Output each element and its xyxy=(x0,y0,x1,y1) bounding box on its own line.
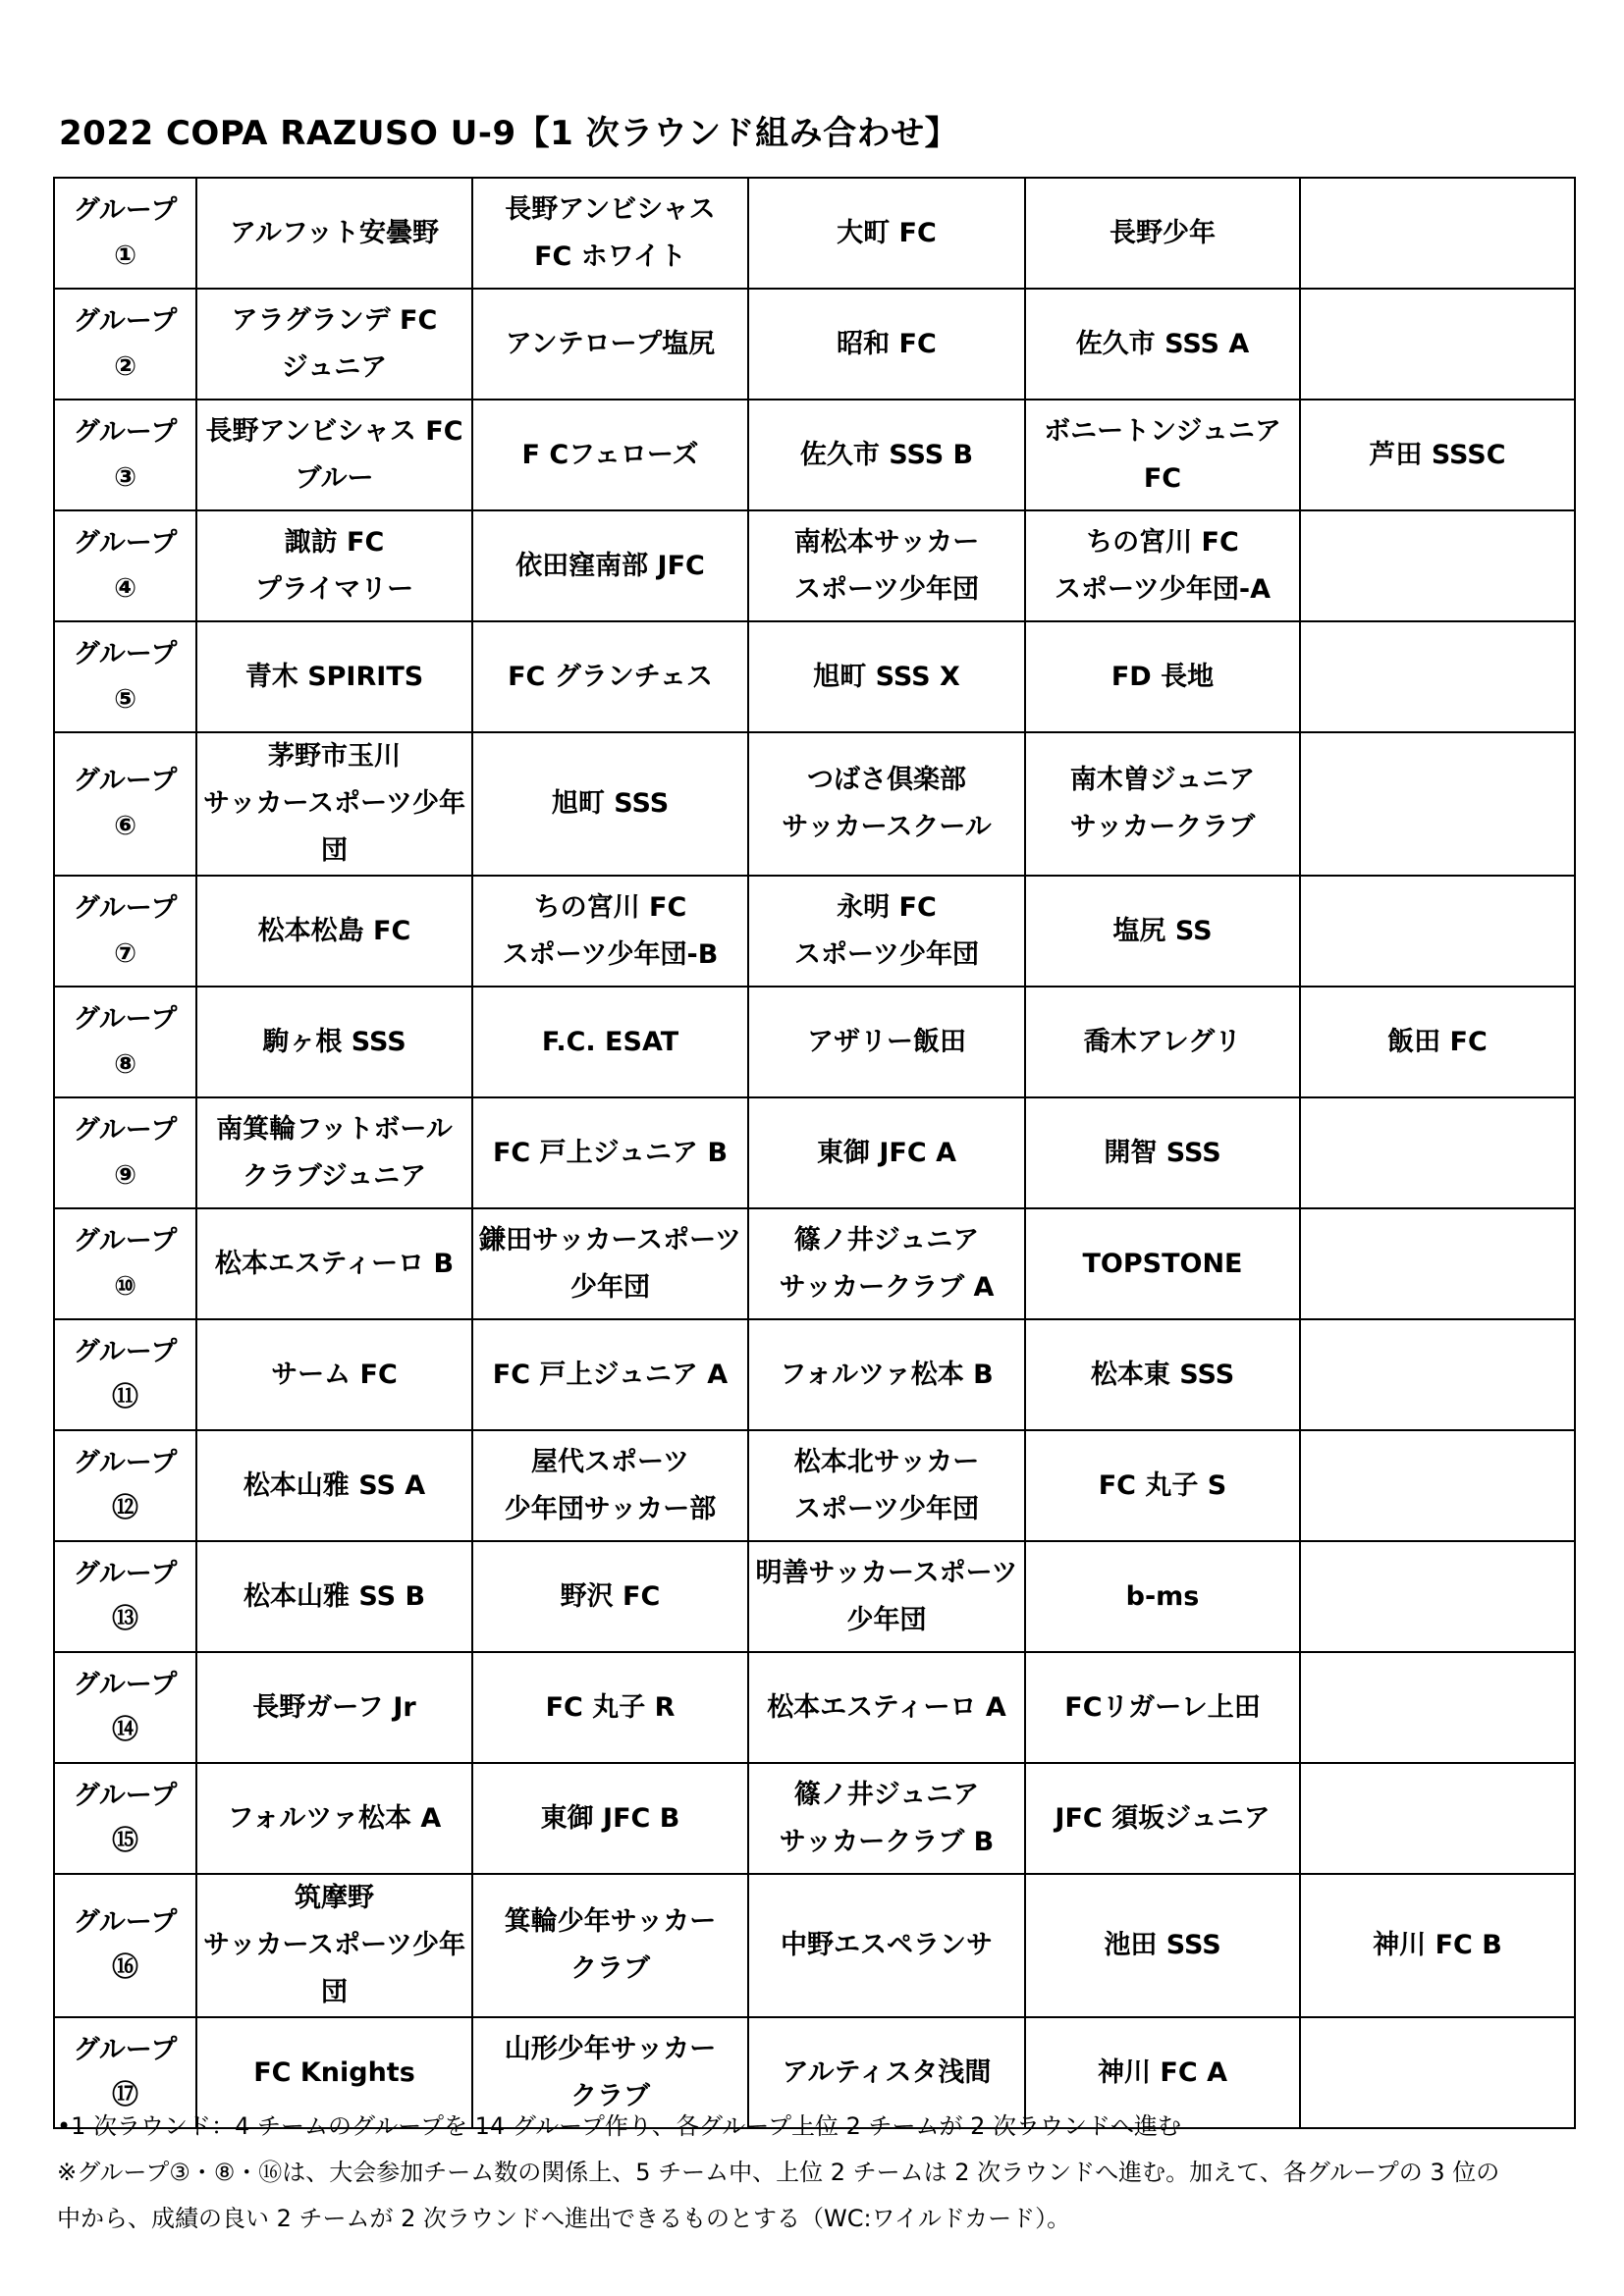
team-name-line: 鎌田サッカースポーツ xyxy=(478,1224,742,1255)
team-name-line: サッカースクール xyxy=(782,812,992,842)
team-name-line: クラブ xyxy=(570,2080,650,2111)
team-name-line: ちの宮川 FC xyxy=(1086,526,1239,558)
team-cell xyxy=(196,510,472,621)
team-cell xyxy=(196,621,472,732)
group-label-cell xyxy=(54,1874,196,2017)
team-cell xyxy=(196,987,472,1097)
team-name-line: 松本北サッカー xyxy=(793,1446,980,1477)
team-name-line: ちの宮川 FC xyxy=(533,891,687,923)
team-name-line: 中野エスペランサ xyxy=(781,1930,993,1960)
team-name-line: 筑摩野 xyxy=(295,1883,374,1913)
table-row xyxy=(54,510,1575,621)
team-cell xyxy=(196,1208,472,1319)
team-cell xyxy=(1025,732,1300,876)
team-cell xyxy=(1300,1763,1575,1874)
team-name-line: アンテロープ塩尻 xyxy=(505,328,716,359)
team-name-line: F Cフェローズ xyxy=(521,439,699,470)
table-row xyxy=(54,1874,1575,2017)
group-number: ⑤ xyxy=(114,683,136,715)
group-number: ⑧ xyxy=(114,1048,136,1080)
table-row xyxy=(54,400,1575,510)
team-name-line: クラブ xyxy=(570,1953,650,1984)
team-cell xyxy=(748,1208,1025,1319)
team-name-line: サッカークラブ A xyxy=(779,1271,995,1303)
team-cell xyxy=(748,621,1025,732)
team-cell xyxy=(196,1763,472,1874)
team-cell xyxy=(1300,510,1575,621)
team-name-line: アラグランデ FC xyxy=(231,304,438,336)
team-cell xyxy=(1300,1319,1575,1430)
team-name-line: 永明 FC xyxy=(837,891,937,923)
team-name-line: FC 丸子 R xyxy=(545,1691,676,1723)
table-row xyxy=(54,732,1575,876)
team-cell xyxy=(748,987,1025,1097)
team-name-line: 長野少年 xyxy=(1110,217,1216,248)
team-name-line: FD 長地 xyxy=(1110,661,1215,692)
team-name-line: 神川 FC A xyxy=(1098,2056,1227,2088)
team-name-line: F.C. ESAT xyxy=(541,1026,679,1057)
group-number: ⑫ xyxy=(112,1492,138,1523)
team-cell xyxy=(472,876,748,987)
team-cell xyxy=(472,1874,748,2017)
group-label: グループ xyxy=(73,1225,178,1256)
team-cell xyxy=(748,289,1025,400)
team-name-line: 喬木アレグリ xyxy=(1083,1026,1242,1057)
team-name-line: アザリー飯田 xyxy=(807,1026,966,1057)
team-name-line: サッカースポーツ少年団 xyxy=(202,1930,466,2007)
team-cell xyxy=(1025,876,1300,987)
team-name-line: 箕輪少年サッカー xyxy=(504,1906,717,1937)
table-row xyxy=(54,1541,1575,1652)
group-label: グループ xyxy=(73,2034,178,2065)
team-cell xyxy=(1025,1430,1300,1541)
team-name-line: つばさ倶楽部 xyxy=(807,765,966,795)
note-line: 中から、成績の良い 2 チームが 2 次ラウンドへ進出できるものとする（WC:ワイルドカード）。 xyxy=(57,2205,1071,2232)
team-name-line: 南木曽ジュニア xyxy=(1069,765,1256,795)
group-label: グループ xyxy=(73,1003,178,1035)
team-name-line: 篠ノ井ジュニア xyxy=(793,1224,980,1255)
group-label: グループ xyxy=(73,1780,178,1811)
team-cell xyxy=(472,987,748,1097)
team-cell xyxy=(472,510,748,621)
team-name-line: 松本東 SSS xyxy=(1090,1359,1235,1390)
team-cell xyxy=(748,876,1025,987)
team-cell xyxy=(1025,289,1300,400)
team-name-line: 松本山雅 SS A xyxy=(243,1469,426,1501)
team-name-line: アルティスタ浅間 xyxy=(782,2056,992,2088)
team-name-line: スポーツ少年団-A xyxy=(1054,573,1272,605)
team-name-line: 昭和 FC xyxy=(837,328,937,359)
group-label-cell xyxy=(54,1097,196,1208)
group-label: グループ xyxy=(73,194,178,226)
team-name-line: 依田窪南部 JFC xyxy=(515,550,705,581)
team-name-line: b-ms xyxy=(1125,1580,1200,1612)
team-cell xyxy=(1025,1541,1300,1652)
team-name-line: 芦田 SSSC xyxy=(1369,439,1506,470)
group-label-cell xyxy=(54,289,196,400)
group-label: グループ xyxy=(73,1447,178,1478)
team-cell xyxy=(196,1430,472,1541)
team-name-line: 塩尻 SS xyxy=(1112,915,1213,946)
team-cell xyxy=(1025,1652,1300,1763)
group-number: ⑮ xyxy=(112,1825,138,1856)
team-name-line: スポーツ少年団-B xyxy=(502,938,719,970)
team-cell xyxy=(1300,1430,1575,1541)
team-name-line: FC xyxy=(1143,462,1182,494)
table-row xyxy=(54,289,1575,400)
team-name-line: 飯田 FC xyxy=(1387,1026,1488,1057)
group-label-cell xyxy=(54,987,196,1097)
group-number: ⑦ xyxy=(114,937,136,969)
team-name-line: ジュニア xyxy=(281,351,388,383)
team-name-line: FC 戸上ジュニア A xyxy=(492,1359,729,1390)
team-name-line: サッカースポーツ少年団 xyxy=(202,788,466,866)
team-name-line: FC 丸子 S xyxy=(1098,1469,1227,1501)
team-name-line: ボニートンジュニア xyxy=(1044,415,1281,447)
team-cell xyxy=(1025,178,1300,289)
team-name-line: 少年団 xyxy=(570,1271,650,1303)
team-name-line: 野沢 FC xyxy=(560,1580,661,1612)
group-label: グループ xyxy=(73,1907,178,1938)
group-table xyxy=(53,177,1576,2129)
group-label: グループ xyxy=(73,1558,178,1589)
team-cell xyxy=(196,289,472,400)
team-name-line: スポーツ少年団 xyxy=(794,938,979,970)
table-row xyxy=(54,1652,1575,1763)
table-row xyxy=(54,178,1575,289)
team-cell xyxy=(748,1430,1025,1541)
team-cell xyxy=(196,400,472,510)
team-cell xyxy=(472,1319,748,1430)
team-cell xyxy=(748,1097,1025,1208)
team-cell xyxy=(748,400,1025,510)
team-name-line: 東御 JFC A xyxy=(816,1137,956,1168)
group-label-cell xyxy=(54,876,196,987)
team-name-line: フォルツァ松本 A xyxy=(227,1802,442,1834)
team-name-line: 少年団サッカー部 xyxy=(504,1493,717,1524)
group-label: グループ xyxy=(73,638,178,669)
group-number: ⑯ xyxy=(112,1952,138,1983)
team-cell xyxy=(472,1541,748,1652)
team-name-line: FC Knights xyxy=(253,2056,415,2088)
team-name-line: 駒ヶ根 SSS xyxy=(262,1026,406,1057)
team-name-line: 開智 SSS xyxy=(1104,1137,1221,1168)
team-cell xyxy=(1300,400,1575,510)
team-cell xyxy=(472,1430,748,1541)
team-cell xyxy=(472,621,748,732)
team-name-line: JFC 須坂ジュニア xyxy=(1055,1802,1271,1834)
group-number: ② xyxy=(114,350,136,382)
team-cell xyxy=(748,1874,1025,2017)
team-name-line: FC ホワイト xyxy=(534,240,686,272)
team-cell xyxy=(472,1763,748,1874)
table-row xyxy=(54,1208,1575,1319)
team-name-line: 池田 SSS xyxy=(1104,1930,1221,1960)
group-number: ⑨ xyxy=(114,1159,136,1191)
group-label-cell xyxy=(54,1763,196,1874)
team-name-line: 屋代スポーツ xyxy=(531,1446,689,1477)
team-cell xyxy=(1300,1652,1575,1763)
team-name-line: スポーツ少年団 xyxy=(794,573,979,605)
group-number: ④ xyxy=(114,572,136,604)
team-cell xyxy=(748,510,1025,621)
note-line: •1 次ラウンド：4 チームのグループを 14 グループ作り、各グループ上位 2 チームが 2 次ラウンドへ進む xyxy=(57,2112,1182,2140)
team-cell xyxy=(1025,1319,1300,1430)
team-name-line: 松本山雅 SS B xyxy=(243,1580,426,1612)
team-cell xyxy=(472,400,748,510)
team-name-line: フォルツァ松本 B xyxy=(780,1359,994,1390)
team-name-line: 松本松島 FC xyxy=(257,915,411,946)
team-cell xyxy=(1025,510,1300,621)
team-cell xyxy=(472,1097,748,1208)
team-name-line: FC 戸上ジュニア B xyxy=(492,1137,729,1168)
team-name-line: 旭町 SSS X xyxy=(813,661,960,692)
table-row xyxy=(54,1319,1575,1430)
team-name-line: 長野ガーフ Jr xyxy=(252,1691,416,1723)
team-cell xyxy=(196,178,472,289)
team-cell xyxy=(1300,1874,1575,2017)
team-name-line: 佐久市 SSS A xyxy=(1075,328,1250,359)
team-cell xyxy=(748,1319,1025,1430)
team-cell xyxy=(196,1097,472,1208)
team-cell xyxy=(1300,987,1575,1097)
group-number: ① xyxy=(114,240,136,271)
group-label: グループ xyxy=(73,1336,178,1367)
team-name-line: プライマリー xyxy=(254,573,414,605)
notes xyxy=(57,2104,1579,2242)
group-label: グループ xyxy=(73,1114,178,1146)
team-cell xyxy=(748,1541,1025,1652)
group-label: グループ xyxy=(73,527,178,559)
group-number: ⑬ xyxy=(112,1603,138,1634)
table-row xyxy=(54,876,1575,987)
team-cell xyxy=(748,178,1025,289)
team-cell xyxy=(196,1319,472,1430)
team-name-line: スポーツ少年団 xyxy=(794,1493,979,1524)
team-cell xyxy=(1025,621,1300,732)
group-number: ⑭ xyxy=(112,1714,138,1745)
team-cell xyxy=(1025,987,1300,1097)
team-cell xyxy=(1300,732,1575,876)
team-name-line: 南箕輪フットボール xyxy=(216,1113,453,1145)
team-cell xyxy=(1300,1097,1575,1208)
team-name-line: 長野アンビシャス FC xyxy=(205,415,463,447)
team-name-line: 佐久市 SSS B xyxy=(799,439,974,470)
group-number: ③ xyxy=(114,461,136,493)
team-cell xyxy=(748,1652,1025,1763)
group-number: ⑥ xyxy=(114,811,136,841)
team-name-line: クラブジュニア xyxy=(242,1160,427,1192)
table-row xyxy=(54,987,1575,1097)
team-name-line: 少年団 xyxy=(846,1604,927,1635)
team-name-line: 青木 SPIRITS xyxy=(244,661,424,692)
page-title: 2022 COPA RAZUSO U-9【1 次ラウンド組み合わせ】 xyxy=(59,114,959,153)
team-cell xyxy=(196,1874,472,2017)
group-label: グループ xyxy=(73,416,178,448)
table-row xyxy=(54,1097,1575,1208)
team-name-line: 神川 FC B xyxy=(1373,1930,1502,1960)
group-label-cell xyxy=(54,178,196,289)
team-cell xyxy=(1025,1208,1300,1319)
group-number: ⑪ xyxy=(112,1381,138,1413)
group-label-cell xyxy=(54,1541,196,1652)
team-name-line: 長野アンビシャス xyxy=(505,193,716,225)
team-cell xyxy=(196,1541,472,1652)
group-number: ⑩ xyxy=(114,1270,136,1302)
team-cell xyxy=(1300,621,1575,732)
group-label: グループ xyxy=(73,305,178,337)
group-label-cell xyxy=(54,1319,196,1430)
group-label-cell xyxy=(54,1430,196,1541)
team-name-line: 山形少年サッカー xyxy=(504,2033,717,2064)
team-name-line: ブルー xyxy=(295,462,374,494)
team-name-line: 明善サッカースポーツ xyxy=(755,1557,1018,1588)
team-name-line: 旭町 SSS xyxy=(551,788,670,819)
team-name-line: FC グランチェス xyxy=(508,661,713,692)
team-cell xyxy=(1300,289,1575,400)
team-name-line: サーム FC xyxy=(271,1359,398,1390)
team-cell xyxy=(196,732,472,876)
team-name-line: 東御 JFC B xyxy=(540,1802,680,1834)
team-cell xyxy=(1025,400,1300,510)
group-number: ⑰ xyxy=(112,2079,138,2110)
team-name-line: FCリガーレ上田 xyxy=(1064,1691,1261,1723)
team-cell xyxy=(748,1763,1025,1874)
team-cell xyxy=(1025,1097,1300,1208)
group-label: グループ xyxy=(73,1669,178,1700)
group-table-body xyxy=(54,178,1575,2128)
group-label-cell xyxy=(54,732,196,876)
team-name-line: サッカークラブ xyxy=(1069,812,1256,842)
team-cell xyxy=(472,178,748,289)
team-cell xyxy=(472,1208,748,1319)
team-cell xyxy=(1300,178,1575,289)
team-name-line: 茅野市玉川 xyxy=(268,741,401,772)
team-cell xyxy=(196,876,472,987)
team-cell xyxy=(1300,1208,1575,1319)
team-name-line: アルフット安曇野 xyxy=(229,217,440,248)
team-cell xyxy=(1025,1763,1300,1874)
team-name-line: TOPSTONE xyxy=(1082,1248,1243,1279)
group-label-cell xyxy=(54,510,196,621)
team-cell xyxy=(472,1652,748,1763)
team-cell xyxy=(472,732,748,876)
table-row xyxy=(54,621,1575,732)
team-cell xyxy=(1025,1874,1300,2017)
group-label-cell xyxy=(54,621,196,732)
team-cell xyxy=(1300,1541,1575,1652)
group-label: グループ xyxy=(73,892,178,924)
table-row xyxy=(54,1430,1575,1541)
team-name-line: 篠ノ井ジュニア xyxy=(793,1779,980,1810)
team-cell xyxy=(1300,876,1575,987)
group-label-cell xyxy=(54,400,196,510)
team-name-line: 南松本サッカー xyxy=(793,526,980,558)
group-label-cell xyxy=(54,1208,196,1319)
team-cell xyxy=(748,732,1025,876)
team-cell xyxy=(196,1652,472,1763)
group-label: グループ xyxy=(73,766,178,796)
team-name-line: 松本エスティーロ B xyxy=(214,1248,455,1279)
team-name-line: 諏訪 FC xyxy=(284,526,385,558)
note-line: ※グループ③・⑧・⑯は、大会参加チーム数の関係上、5 チーム中、上位 2 チームは 2 次ラウンドへ進む。加えて、各グループの 3 位の xyxy=(57,2159,1500,2186)
group-label-cell xyxy=(54,1652,196,1763)
team-name-line: 松本エスティーロ A xyxy=(767,1691,1006,1723)
team-name-line: サッカークラブ B xyxy=(779,1826,995,1857)
table-row xyxy=(54,1763,1575,1874)
team-cell xyxy=(472,289,748,400)
team-name-line: 大町 FC xyxy=(837,217,937,248)
